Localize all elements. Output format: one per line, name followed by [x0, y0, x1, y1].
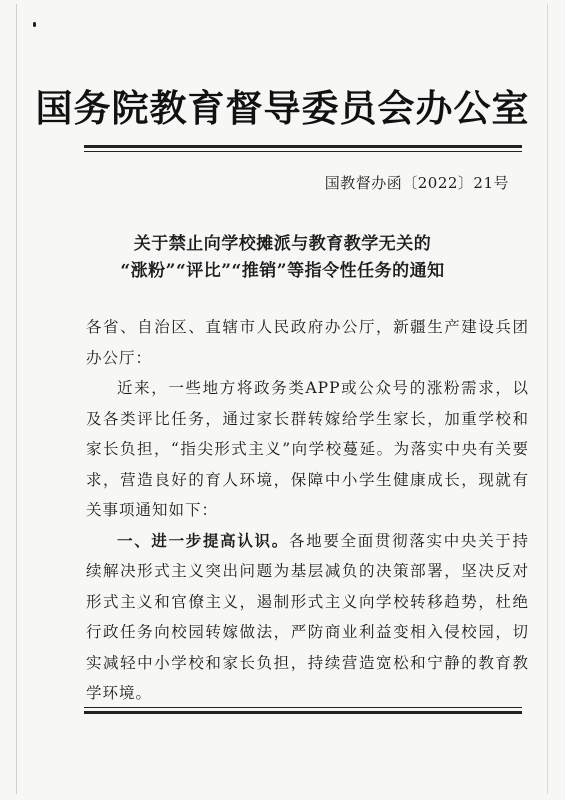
agency-header: 国务院教育督导委员会办公室 — [35, 86, 530, 130]
paragraph-intro: 近来，一些地方将政务类APP或公众号的涨粉需求，以及各类评比任务，通过家长群转嫁给学生家长，加重学校和家长负担，“指尖形式主义”向学校蔓延。为落实中央有关要求，营造良好的育人环境，保障中小学生健康成长，现就有关事项通知如下： — [86, 379, 529, 519]
notice-body — [86, 312, 529, 709]
header-rule-thin — [84, 151, 522, 152]
section-1-heading: 一、进一步提高认识。 — [117, 530, 289, 550]
addressee: 各省、自治区、直辖市人民政府办公厅，新疆生产建设兵团办公厅： — [86, 318, 529, 367]
header-rule-thick — [84, 145, 522, 148]
notice-title-line-1: 关于禁止向学校摊派与教育教学无关的 — [133, 234, 432, 254]
paragraph-section-1 — [86, 526, 529, 709]
section-1-text: 各地要全面贯彻落实中央关于持续解决形式主义突出问题为基层减负的决策部署，坚决反对形式主义和官僚主义，遏制形式主义向学校转移趋势，杜绝行政任务向校园转嫁做法，严防商业利益变相入侵校园，切实减轻中小学校和家长负担，持续营造宽松和宁静的教育教学环境。 — [86, 531, 529, 702]
scan-speck — [33, 22, 36, 27]
notice-title-line-2: “涨粉”“评比”“推销”等指令性任务的通知 — [120, 261, 445, 281]
document-number: 国教督办函〔2022〕21号 — [324, 174, 509, 192]
footer-rule-thin — [84, 707, 522, 708]
footer-rule-thick — [84, 711, 522, 714]
